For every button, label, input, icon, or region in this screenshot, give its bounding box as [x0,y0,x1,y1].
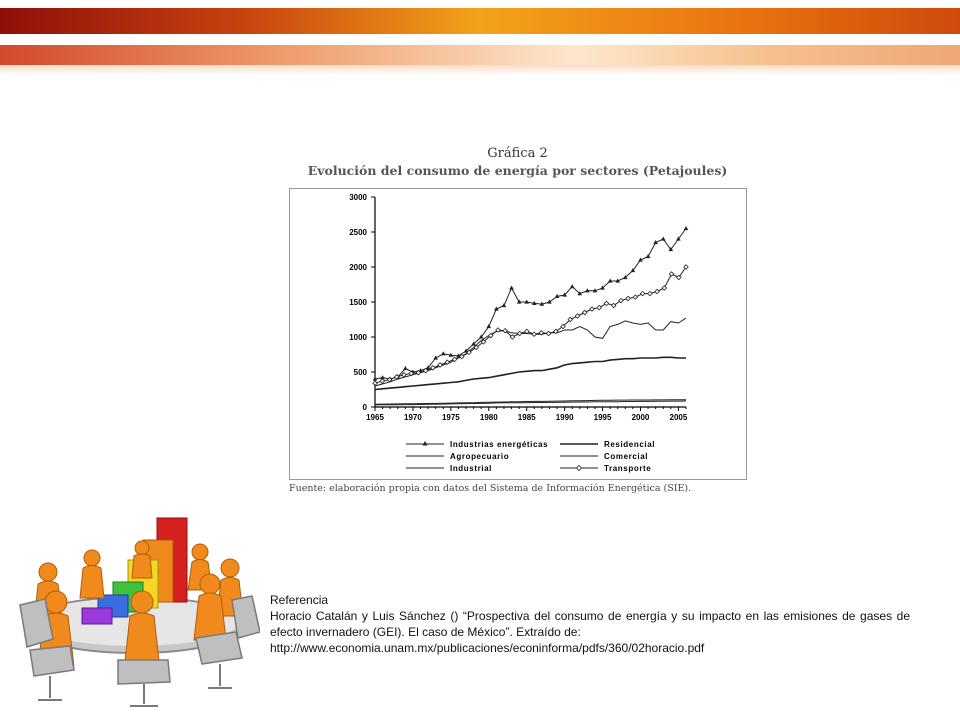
reference-url[interactable]: http://www.economia.unam.mx/publicaciones/econinforma/pdfs/360/02horacio.pdf [270,641,705,655]
series-point-5 [590,307,594,311]
series-point-5 [640,291,644,295]
x-tick-label: 1985 [517,413,536,422]
series-point-5 [597,305,601,309]
x-tick-label: 1970 [404,413,422,422]
reference-citation: Horacio Catalán y Luis Sánchez () “Prospectiva del consumo de energía y su impacto en las emisiones de gases de efecto invernadero (GEI). El caso de México”. Extraído de: [270,609,910,639]
figure-source: Fuente: elaboración propia con datos del Sistema de Información Energética (SIE). [289,483,692,494]
header-accent-bar [0,45,960,65]
y-tick-label: 0 [362,403,367,412]
series-point-5 [655,289,659,293]
x-tick-label: 1975 [441,413,460,422]
y-tick-label: 2500 [349,228,367,237]
series-point-0 [661,237,666,241]
x-tick-label: 2000 [631,413,650,422]
series-line-5 [375,267,686,383]
x-tick-label: 2005 [669,413,688,422]
reference-heading: Referencia [270,593,329,607]
series-point-5 [525,329,529,333]
series-line-4 [375,318,686,386]
chart-frame [289,188,747,480]
series-point-5 [373,381,377,385]
business-meeting-clipart-icon [10,510,260,710]
series-point-5 [604,301,608,305]
y-tick-label: 3000 [349,193,367,202]
series-point-0 [547,300,552,304]
figure-title: Evolución del consumo de energía por sectores (Petajoules) [307,163,728,178]
series-point-0 [486,324,491,328]
series-point-5 [532,332,536,336]
line-chart [290,189,746,479]
header-gradient-bar [0,8,960,34]
reference-block [270,592,910,656]
series-point-0 [380,375,385,379]
legend-label-4: Industrial [450,464,493,473]
legend-label-3: Comercial [604,452,649,461]
legend-marker-0 [423,441,428,446]
legend-label-1: Residencial [604,440,656,449]
series-point-5 [626,296,630,300]
y-tick-label: 1000 [349,333,367,342]
x-tick-label: 1980 [479,413,498,422]
series-point-0 [509,286,514,290]
series-line-0 [375,229,686,380]
series-point-0 [570,284,575,288]
series-point-5 [380,379,384,383]
legend-marker-5 [577,466,582,471]
series-point-5 [583,310,587,314]
series-point-0 [502,303,507,307]
series-point-5 [633,295,637,299]
series-point-0 [684,226,689,230]
x-tick-label: 1965 [366,413,384,422]
y-tick-label: 500 [353,368,367,377]
series-line-2 [375,400,686,405]
y-tick-label: 2000 [349,263,367,272]
x-tick-label: 1995 [593,413,612,422]
series-point-5 [575,314,579,318]
series-point-5 [669,272,673,276]
series-point-5 [517,331,521,335]
legend-label-5: Transporte [604,464,652,473]
series-point-5 [546,331,550,335]
series-line-1 [375,357,686,389]
series-point-0 [441,351,446,355]
series-point-5 [662,286,666,290]
legend-label-0: Industrias energéticas [450,440,549,449]
series-point-0 [403,366,408,370]
legend-label-2: Agropecuario [450,452,510,461]
series-point-5 [648,291,652,295]
y-tick-label: 1500 [349,298,367,307]
figure-label: Gráfica 2 [487,146,548,161]
x-tick-label: 1990 [555,413,574,422]
